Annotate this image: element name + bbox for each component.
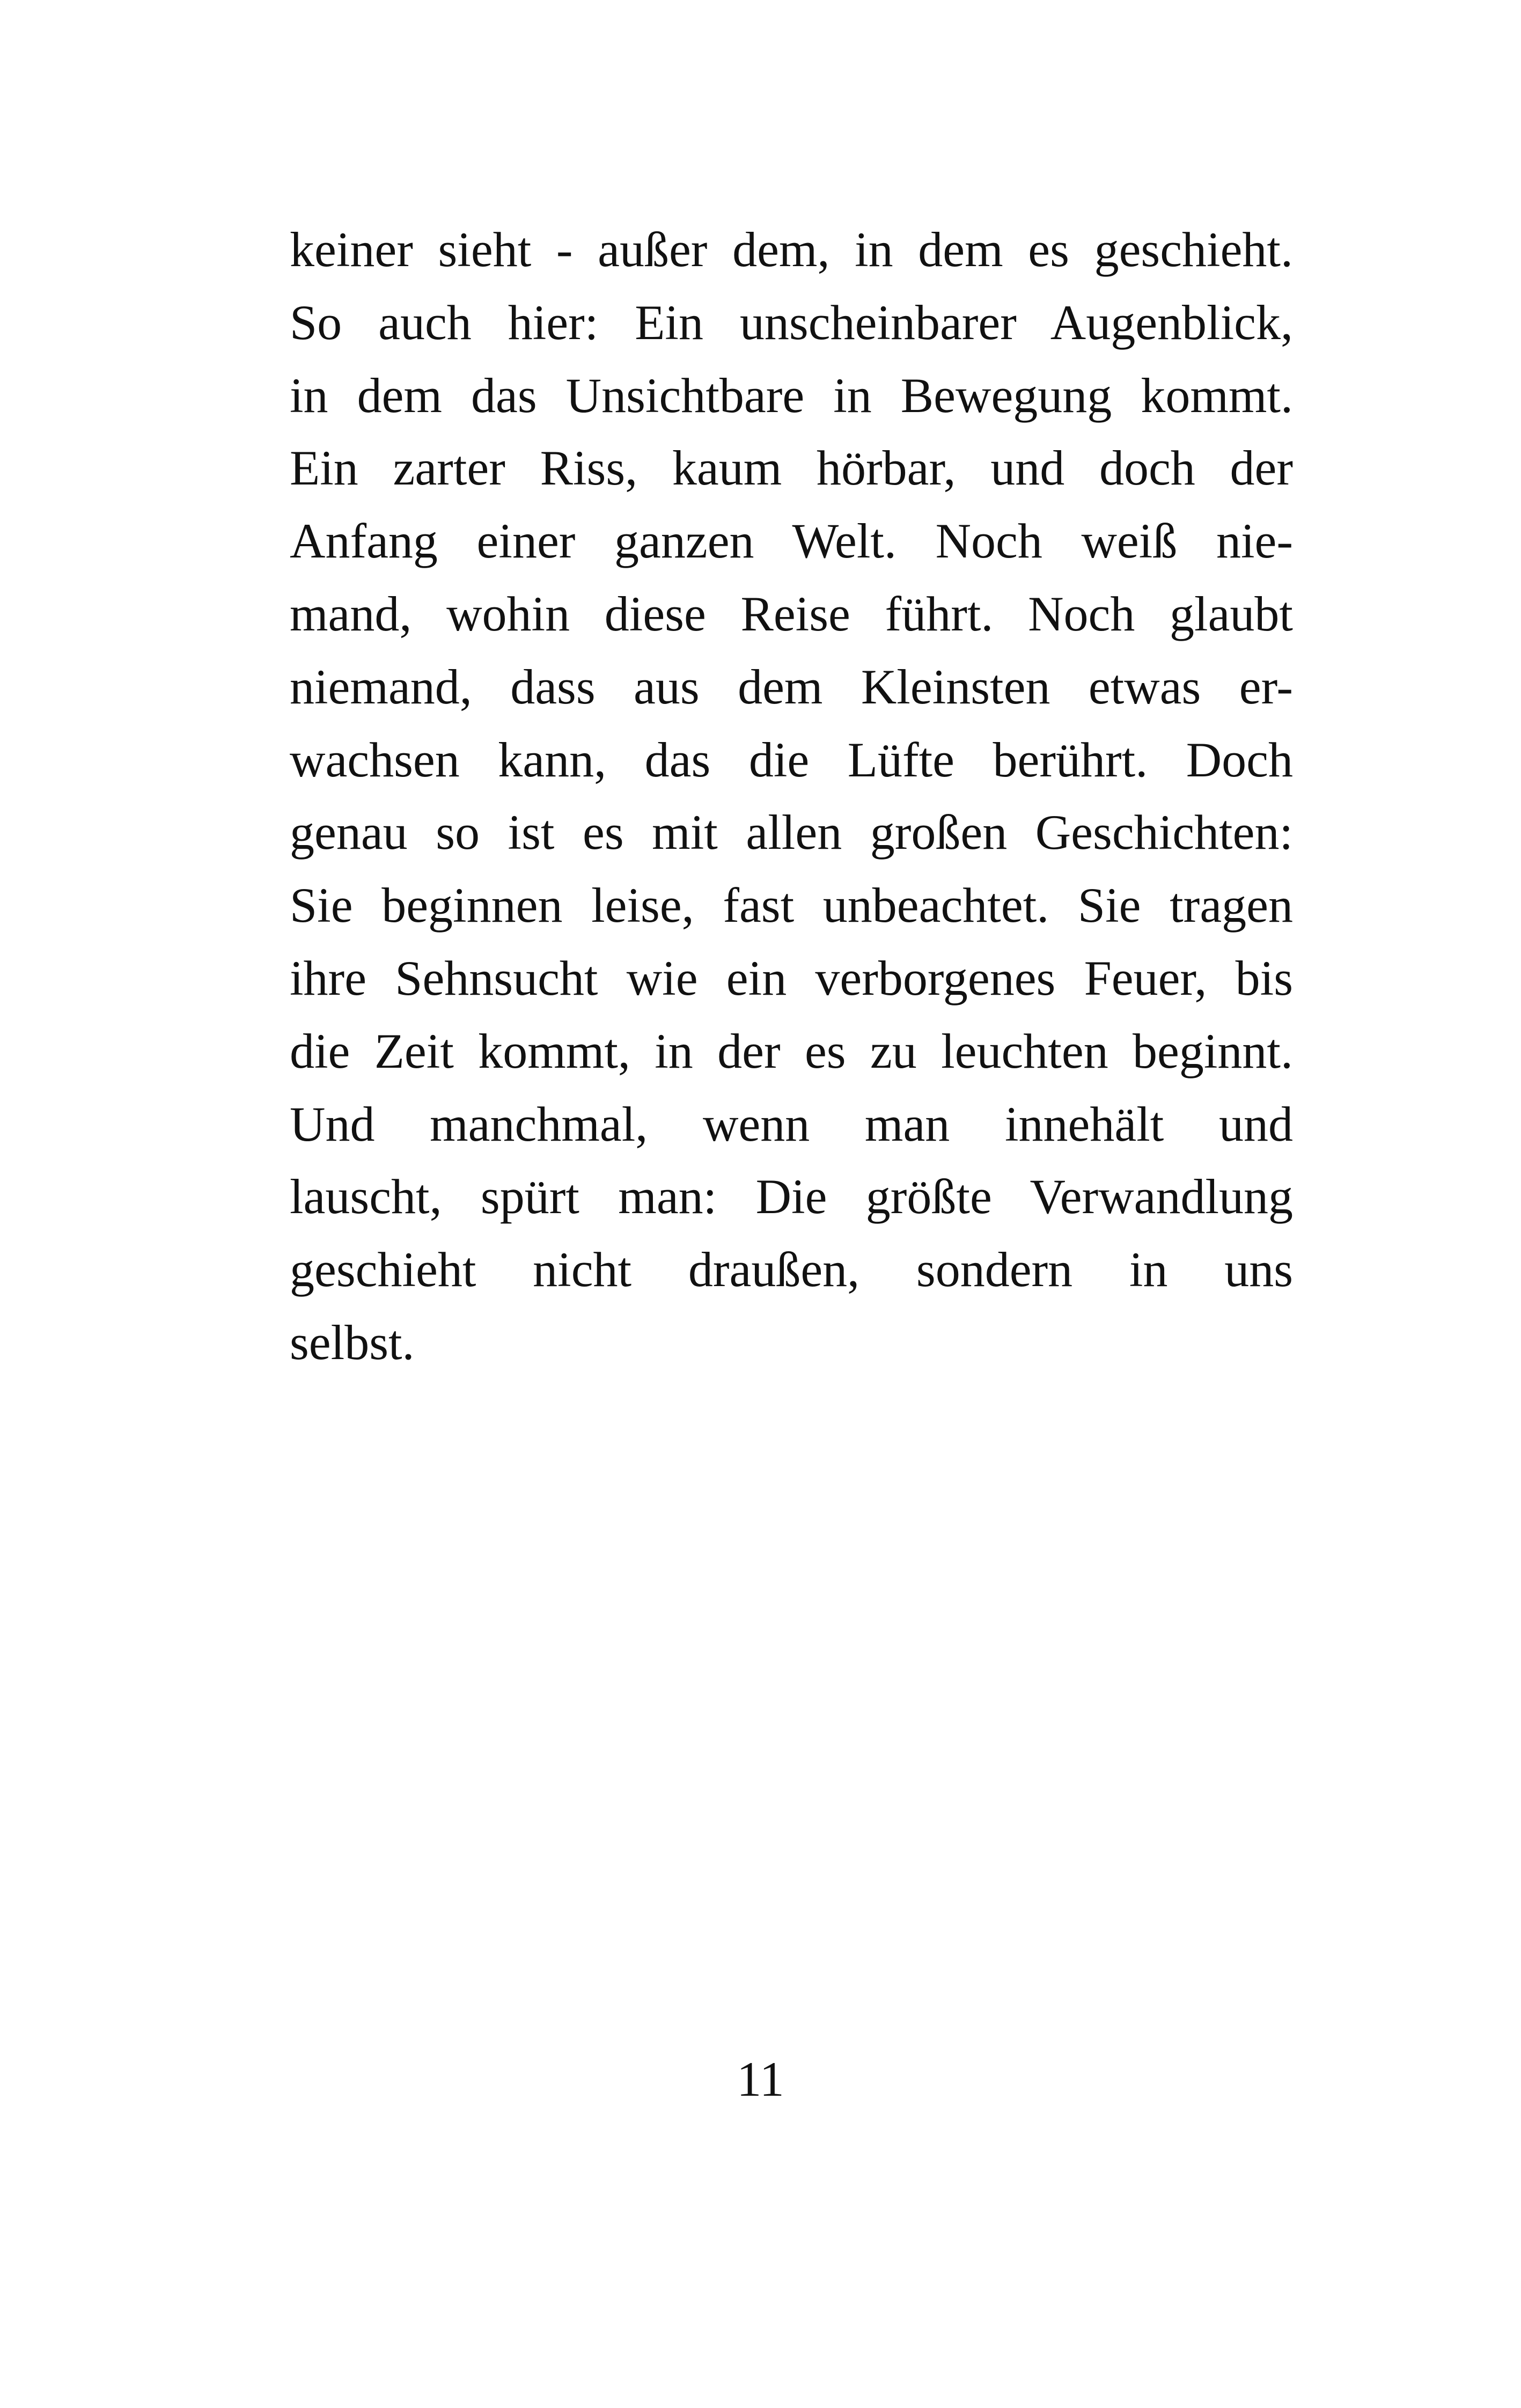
text-line: geschieht nicht draußen, sondern in uns (290, 1242, 1293, 1297)
text-line: Sie beginnen leise, fast unbeachtet. Sie tragen (290, 878, 1293, 933)
text-line: So auch hier: Ein unscheinbarer Augenblick, (290, 295, 1293, 350)
page-number: 11 (737, 2052, 784, 2106)
text-line: niemand, dass aus dem Kleinsten etwas er- (290, 659, 1293, 714)
text-line: Ein zarter Riss, kaum hörbar, und doch der (290, 441, 1293, 496)
body-text (290, 214, 1293, 1379)
text-line: genau so ist es mit allen großen Geschichten: (290, 805, 1293, 860)
text-line: keiner sieht - außer dem, in dem es geschieht. (290, 222, 1293, 277)
text-line: mand, wohin diese Reise führt. Noch glaubt (290, 586, 1293, 641)
text-line: ihre Sehnsucht wie ein verborgenes Feuer, bis (290, 950, 1293, 1005)
text-line: lauscht, spürt man: Die größte Verwandlung (290, 1169, 1293, 1224)
text-line: Und manchmal, wenn man innehält und (290, 1096, 1293, 1151)
text-line: selbst. (290, 1315, 415, 1370)
text-line: in dem das Unsichtbare in Bewegung kommt. (290, 368, 1293, 423)
text-line: die Zeit kommt, in der es zu leuchten beginnt. (290, 1023, 1293, 1078)
text-line: Anfang einer ganzen Welt. Noch weiß nie- (290, 513, 1293, 569)
text-line: wachsen kann, das die Lüfte berührt. Doch (290, 732, 1293, 787)
